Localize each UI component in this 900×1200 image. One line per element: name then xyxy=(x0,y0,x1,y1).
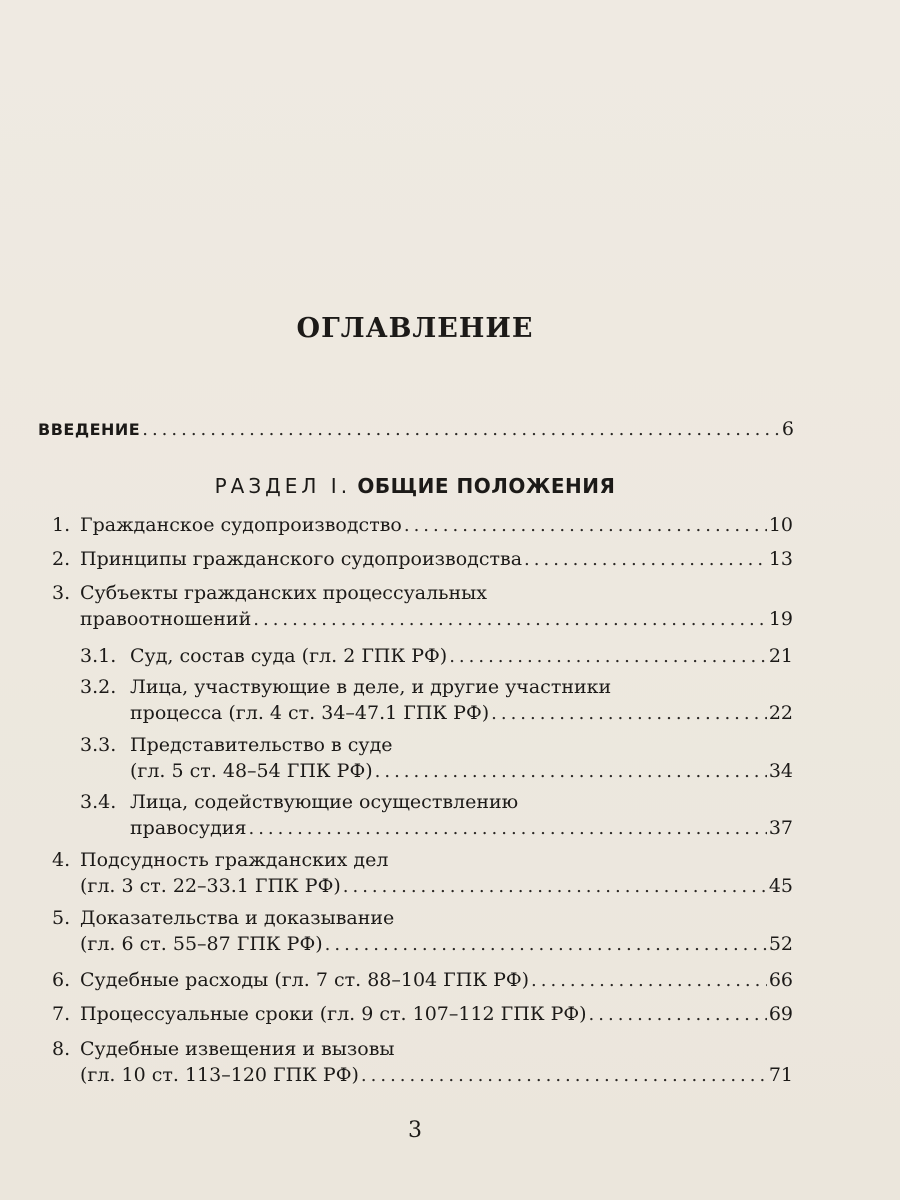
toc-entry-2[interactable] xyxy=(52,545,793,574)
toc-entry-label: 2. Принципы гражданского судопроизводства xyxy=(52,548,523,570)
toc-entry-label: (гл. 3 ст. 22–33.1 ГПК РФ) xyxy=(80,875,341,897)
toc-entry-label: 7. Процессуальные сроки (гл. 9 ст. 107–112 ГПК РФ) xyxy=(52,1003,587,1025)
toc-entry-4[interactable] xyxy=(80,872,793,901)
toc-entry-1[interactable] xyxy=(52,511,793,540)
toc-entry-label: 6. Судебные расходы (гл. 7 ст. 88–104 ГПК РФ) xyxy=(52,969,530,991)
toc-entry-3-3[interactable] xyxy=(130,757,793,786)
toc-entry-7[interactable] xyxy=(52,1000,793,1029)
toc-page-number: 13 xyxy=(768,548,793,570)
section-name: ОБЩИЕ ПОЛОЖЕНИЯ xyxy=(357,474,616,498)
toc-entry-label: правоотношений xyxy=(80,608,252,630)
toc-page-number: 22 xyxy=(768,702,793,724)
toc-entry-label: 1. Гражданское судопроизводство xyxy=(52,514,402,536)
toc-page-number: 69 xyxy=(768,1003,793,1025)
leader-dots xyxy=(343,873,767,901)
toc-entry-label: (гл. 10 ст. 113–120 ГПК РФ) xyxy=(80,1064,359,1086)
toc-page-number: 66 xyxy=(768,969,793,991)
toc-entry-3[interactable] xyxy=(80,605,793,634)
toc-entry-3-2[interactable] xyxy=(130,699,793,728)
toc-entry-6[interactable] xyxy=(52,966,793,995)
toc-page-number: 71 xyxy=(768,1064,793,1086)
toc-entry-8-line-1[interactable]: 8. Судебные извещения и вызовы xyxy=(52,1038,395,1060)
toc-entry-3-3-line-1[interactable]: 3.3. Представительство в суде xyxy=(80,734,393,756)
toc-entry-label: (гл. 6 ст. 55–87 ГПК РФ) xyxy=(80,933,323,955)
toc-entry-3-4-line-1[interactable]: 3.4. Лица, содействующие осуществлению xyxy=(80,791,519,813)
toc-entry-4-line-1[interactable]: 4. Подсудность гражданских дел xyxy=(52,849,389,871)
leader-dots xyxy=(375,758,767,786)
leader-dots xyxy=(361,1062,767,1090)
toc-entry-3-1[interactable] xyxy=(80,642,793,671)
toc-entry-label: правосудия xyxy=(130,817,247,839)
toc-entry-label: ВВЕДЕНИЕ xyxy=(38,420,141,439)
toc-page-number: 45 xyxy=(768,875,793,897)
toc-page-number: 37 xyxy=(768,817,793,839)
toc-entry-3-4[interactable] xyxy=(130,814,793,843)
toc-page-number: 6 xyxy=(781,418,794,440)
toc-page-number: 10 xyxy=(768,514,793,536)
leader-dots xyxy=(248,815,766,843)
toc-entry-5-line-1[interactable]: 5. Доказательства и доказывание xyxy=(52,907,395,929)
toc-entry-label: процесса (гл. 4 ст. 34–47.1 ГПК РФ) xyxy=(130,702,490,724)
leader-dots xyxy=(325,931,767,959)
leader-dots xyxy=(253,606,767,634)
leader-dots xyxy=(524,546,767,574)
leader-dots xyxy=(491,700,767,728)
page-title: ОГЛАВЛЕНИЕ xyxy=(296,313,534,344)
toc-page-number: 34 xyxy=(768,760,793,782)
toc-page-number: 19 xyxy=(768,608,793,630)
leader-dots xyxy=(589,1001,767,1029)
toc-entry-label: (гл. 5 ст. 48–54 ГПК РФ) xyxy=(130,760,373,782)
section-prefix: РАЗДЕЛ I. xyxy=(214,474,352,498)
leader-dots xyxy=(142,416,780,444)
section-heading xyxy=(0,474,830,498)
toc-entry-5[interactable] xyxy=(80,930,793,959)
toc-entry-introduction[interactable] xyxy=(38,415,794,444)
toc-entry-label: 3.1. Суд, состав суда (гл. 2 ГПК РФ) xyxy=(80,645,448,667)
toc-entry-3-line-1[interactable]: 3. Субъекты гражданских процессуальных xyxy=(52,582,488,604)
leader-dots xyxy=(531,967,767,995)
leader-dots xyxy=(449,643,767,671)
page-number: 3 xyxy=(408,1118,422,1143)
toc-entry-3-2-line-1[interactable]: 3.2. Лица, участвующие в деле, и другие участники xyxy=(80,676,612,698)
leader-dots xyxy=(404,512,767,540)
toc-page-number: 21 xyxy=(768,645,793,667)
toc-entry-8[interactable] xyxy=(80,1061,793,1090)
toc-page-number: 52 xyxy=(768,933,793,955)
